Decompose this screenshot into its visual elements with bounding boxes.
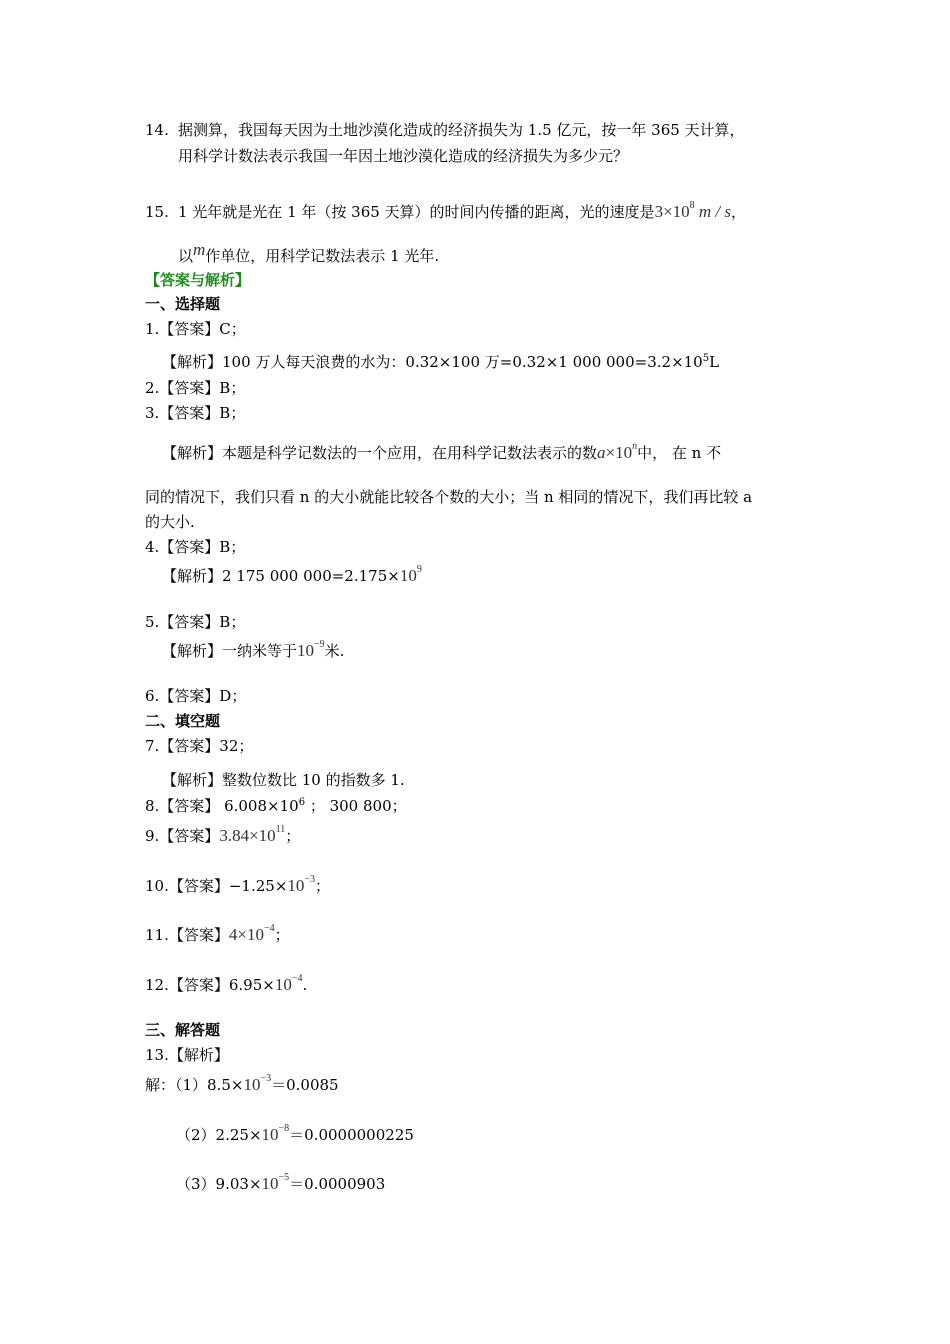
a9-base: 3.84×10 <box>219 826 276 845</box>
a13-l3-base: 10 <box>261 1174 279 1193</box>
answer-5: 5.【答案】B； <box>145 613 246 631</box>
q14-line2: 用科学计数法表示我国一年因土地沙漠化造成的经济损失为多少元？ <box>178 147 629 165</box>
q15-unit-m <box>193 240 205 259</box>
explanation-1-unit: L <box>709 353 720 371</box>
answer-12-math <box>275 975 303 994</box>
explanation-5-math <box>297 641 325 660</box>
answer-8-exp: 6 <box>298 797 306 808</box>
answer-1: 1.【答案】C； <box>145 320 246 338</box>
explanation-3-line2: 同的情况下，我们只看 n 的大小就能比较各个数的大小；当 n 相同的情况下，我们再比较 a <box>145 488 753 506</box>
a13-l2-result: ＝0.0000000225 <box>289 1126 414 1144</box>
answer-8 <box>145 796 407 816</box>
a10-base: 10 <box>287 876 305 895</box>
answer-13-head: 13.【解析】 <box>145 1046 229 1064</box>
a13-l1-text: 解：（1）8.5× <box>145 1076 244 1094</box>
a13-l2-exp: −8 <box>278 1123 290 1134</box>
e5-exp: −9 <box>314 639 325 650</box>
answer-11-end: ； <box>274 926 290 944</box>
q15-line2-pre: 以 <box>178 247 194 265</box>
e5-base: 10 <box>297 641 315 660</box>
explanation-1-text: 【解析】100 万人每天浪费的水为：0.32×100 万=0.32×1 000 000=3.2×10 <box>162 353 703 371</box>
answer-9-end: ； <box>285 827 301 845</box>
answer-6: 6.【答案】D； <box>145 687 247 705</box>
answer-12 <box>145 975 307 998</box>
section-solve-title: 三、解答题 <box>145 1021 221 1039</box>
q15-speed-base: 3×10 <box>654 202 690 221</box>
explanation-1 <box>162 352 719 372</box>
a13-l3-exp: −5 <box>278 1172 290 1183</box>
answer-2: 2.【答案】B； <box>145 379 246 397</box>
explanation-4-text: 【解析】2 175 000 000=2.175× <box>162 567 400 585</box>
answer-7: 7.【答案】32； <box>145 737 254 755</box>
q15-m: m <box>193 240 206 259</box>
q15-line1-end: ， <box>731 203 747 221</box>
answer-13-line2 <box>176 1125 414 1148</box>
answer-9 <box>145 826 300 849</box>
explanation-5-end: 米. <box>324 642 345 660</box>
q15-line2-post: 作单位，用科学记数法表示 1 光年. <box>205 247 440 265</box>
a13-l3-text: （3）9.03× <box>176 1175 262 1193</box>
explanation-3-text: 【解析】本题是科学记数法的一个应用，在用科学记数法表示的数 <box>162 444 598 462</box>
answer-11-math <box>229 925 275 944</box>
q15-line2 <box>178 240 440 266</box>
a13-l2-base: 10 <box>261 1125 279 1144</box>
q14-number: 14. <box>145 121 169 139</box>
q15-speed <box>655 202 731 221</box>
a13-l1-exp: −3 <box>260 1073 272 1084</box>
answer-10-end: ； <box>315 877 331 895</box>
answer-4: 4.【答案】B； <box>145 538 246 556</box>
section-fill-title: 二、填空题 <box>145 712 221 730</box>
explanation-5 <box>162 641 344 664</box>
answer-9-text: 9.【答案】 <box>145 827 220 845</box>
a11-base: 4×10 <box>228 925 264 944</box>
answer-9-math <box>219 826 285 845</box>
math-a: a <box>597 443 606 462</box>
explanation-1-exp: 5 <box>702 353 710 364</box>
a12-exp: −4 <box>291 973 303 984</box>
answer-3: 3.【答案】B； <box>145 404 246 422</box>
a13-l2-math <box>262 1125 290 1144</box>
a13-l3-math <box>262 1174 290 1193</box>
answer-13-line1 <box>145 1075 339 1098</box>
q15-number: 15. <box>145 203 169 221</box>
q15-speed-exp: 8 <box>689 200 695 211</box>
q15-line1 <box>178 202 746 225</box>
answer-8-text: 8.【答案】 6.008×10 <box>145 797 299 815</box>
explanation-4-math <box>400 566 422 585</box>
q14-line1: 据测算，我国每天因为土地沙漠化造成的经济损失为 1.5 亿元，按一年 365 天计算， <box>178 121 745 139</box>
explanation-4 <box>162 566 422 589</box>
answer-8-end: ； 300 800； <box>305 797 407 815</box>
a10-exp: −3 <box>304 874 316 885</box>
a12-base: 10 <box>274 975 292 994</box>
e4-exp: 9 <box>416 564 422 575</box>
a13-l1-result: ＝0.0085 <box>271 1076 339 1094</box>
a11-exp: −4 <box>263 923 275 934</box>
e4-base: 10 <box>399 566 417 585</box>
a9-exp: 11 <box>275 824 286 835</box>
answer-11 <box>145 925 290 948</box>
q15-line1-text: 1 光年就是光在 1 年（按 365 天算）的时间内传播的距离，光的速度是 <box>178 203 655 221</box>
explanation-3-math <box>597 443 637 462</box>
a13-l1-math <box>243 1075 271 1094</box>
answer-10-math <box>287 876 315 895</box>
answer-12-end: . <box>302 976 308 994</box>
answer-13-line3 <box>176 1174 385 1197</box>
section-choice-title: 一、选择题 <box>145 295 221 313</box>
explanation-5-text: 【解析】一纳米等于 <box>162 642 298 660</box>
explanation-3 <box>162 443 721 466</box>
math-n: n <box>632 441 638 452</box>
a13-l3-result: ＝0.0000903 <box>289 1175 386 1193</box>
explanation-3-line3: 的大小. <box>145 513 195 531</box>
a13-l1-base: 10 <box>243 1075 261 1094</box>
q15-speed-unit: m / s <box>698 202 732 221</box>
explanation-3-end: 中， 在 n 不 <box>637 444 722 462</box>
answer-10-text: 10.【答案】−1.25× <box>145 877 288 895</box>
answer-11-text: 11.【答案】 <box>145 926 229 944</box>
answer-12-text: 12.【答案】6.95× <box>145 976 275 994</box>
answer-10 <box>145 876 330 899</box>
answer-header: 【答案与解析】 <box>145 271 251 289</box>
a13-l2-text: （2）2.25× <box>176 1126 262 1144</box>
explanation-7: 【解析】整数位数比 10 的指数多 1. <box>162 771 405 789</box>
math-x10: ×10 <box>605 443 633 462</box>
